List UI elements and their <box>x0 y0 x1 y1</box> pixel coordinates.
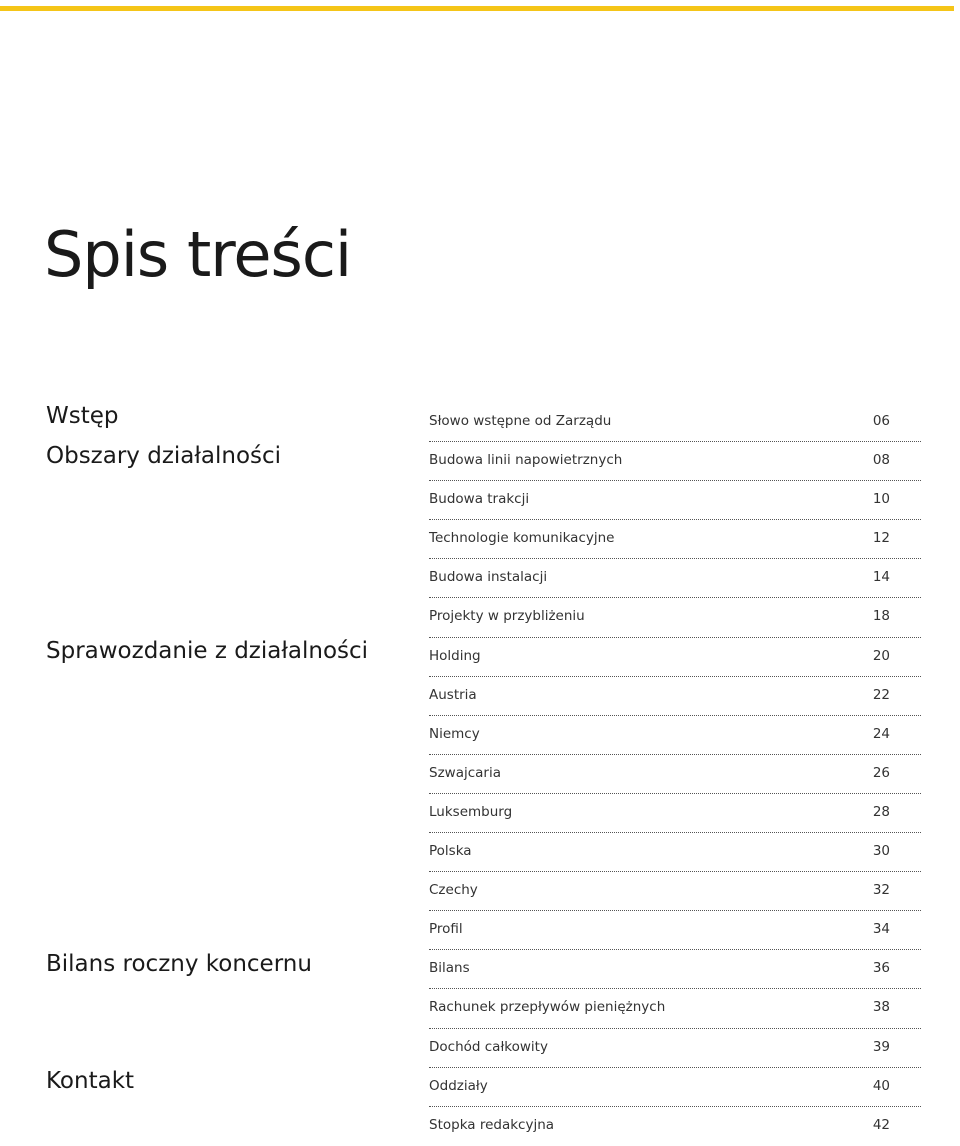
toc-entry-label: Budowa linii napowietrznych <box>429 452 623 469</box>
section-heading-areas: Obszary działalności <box>46 443 282 469</box>
toc-entry-label: Technologie komunikacyjne <box>429 530 615 547</box>
section-heading-contact: Kontakt <box>46 1068 135 1094</box>
toc-entry-page-number: 38 <box>872 999 890 1016</box>
toc-entry[interactable] <box>429 638 921 677</box>
toc-entry-label: Projekty w przybliżeniu <box>429 608 585 625</box>
toc-entry-label: Polska <box>429 843 472 860</box>
section-heading-balance: Bilans roczny koncernu <box>46 951 312 977</box>
toc-entry-page-number: 26 <box>872 764 890 781</box>
toc-entry-page-number: 06 <box>872 413 890 429</box>
section-heading-report: Sprawozdanie z działalności <box>46 638 369 664</box>
toc-entry[interactable] <box>429 403 921 442</box>
toc-entry-label: Słowo wstępne od Zarządu <box>429 413 612 429</box>
toc-entry-label: Dochód całkowity <box>429 1038 548 1055</box>
toc-entry[interactable] <box>429 989 921 1028</box>
toc-entry-page-number: 12 <box>872 530 890 547</box>
toc-entry-label: Holding <box>429 647 481 664</box>
toc-entry[interactable] <box>429 677 921 716</box>
toc-entry-label: Szwajcaria <box>429 764 501 781</box>
page-title: Spis treści <box>44 218 352 291</box>
table-of-contents <box>429 403 921 1146</box>
toc-entry-page-number: 22 <box>872 686 890 703</box>
toc-entry-label: Stopka redakcyjna <box>429 1116 555 1133</box>
toc-entry[interactable] <box>429 755 921 794</box>
toc-entry[interactable] <box>429 833 921 872</box>
toc-entry-page-number: 36 <box>872 960 890 977</box>
toc-entry[interactable] <box>429 794 921 833</box>
toc-entry[interactable] <box>429 950 921 989</box>
toc-entry-page-number: 34 <box>872 921 890 938</box>
toc-entry[interactable] <box>429 872 921 911</box>
toc-entry[interactable] <box>429 559 921 598</box>
toc-entry-page-number: 40 <box>872 1077 890 1094</box>
toc-entry-page-number: 18 <box>872 608 890 625</box>
toc-entry-page-number: 32 <box>872 882 890 899</box>
toc-entry-page-number: 30 <box>872 843 890 860</box>
toc-entry[interactable] <box>429 598 921 637</box>
toc-entry[interactable] <box>429 442 921 481</box>
toc-entry-page-number: 20 <box>872 647 890 664</box>
toc-entry-label: Czechy <box>429 882 478 899</box>
toc-entry-page-number: 14 <box>872 569 890 586</box>
toc-entry-label: Rachunek przepływów pieniężnych <box>429 999 666 1016</box>
toc-entry-label: Bilans <box>429 960 470 977</box>
toc-entry-label: Niemcy <box>429 725 480 742</box>
toc-entry-label: Profil <box>429 921 463 938</box>
toc-entry-label: Budowa trakcji <box>429 491 530 508</box>
toc-entry-label: Budowa instalacji <box>429 569 548 586</box>
toc-entry-label: Luksemburg <box>429 803 513 820</box>
toc-entry[interactable] <box>429 716 921 755</box>
toc-entry-page-number: 24 <box>872 725 890 742</box>
section-heading-intro: Wstęp <box>46 403 119 429</box>
toc-entry-page-number: 39 <box>872 1038 890 1055</box>
toc-entry-label: Oddziały <box>429 1077 488 1094</box>
toc-entry[interactable] <box>429 520 921 559</box>
toc-entry-page-number: 42 <box>872 1116 890 1133</box>
toc-entry-label: Austria <box>429 686 477 703</box>
toc-entry-page-number: 28 <box>872 803 890 820</box>
toc-entry-page-number: 10 <box>872 491 890 508</box>
toc-entry[interactable] <box>429 1068 921 1107</box>
toc-entry[interactable] <box>429 1029 921 1068</box>
toc-entry-page-number: 08 <box>872 452 890 469</box>
toc-entry[interactable] <box>429 481 921 520</box>
accent-top-bar <box>0 6 954 11</box>
toc-entry[interactable] <box>429 911 921 950</box>
toc-entry[interactable] <box>429 1107 921 1146</box>
